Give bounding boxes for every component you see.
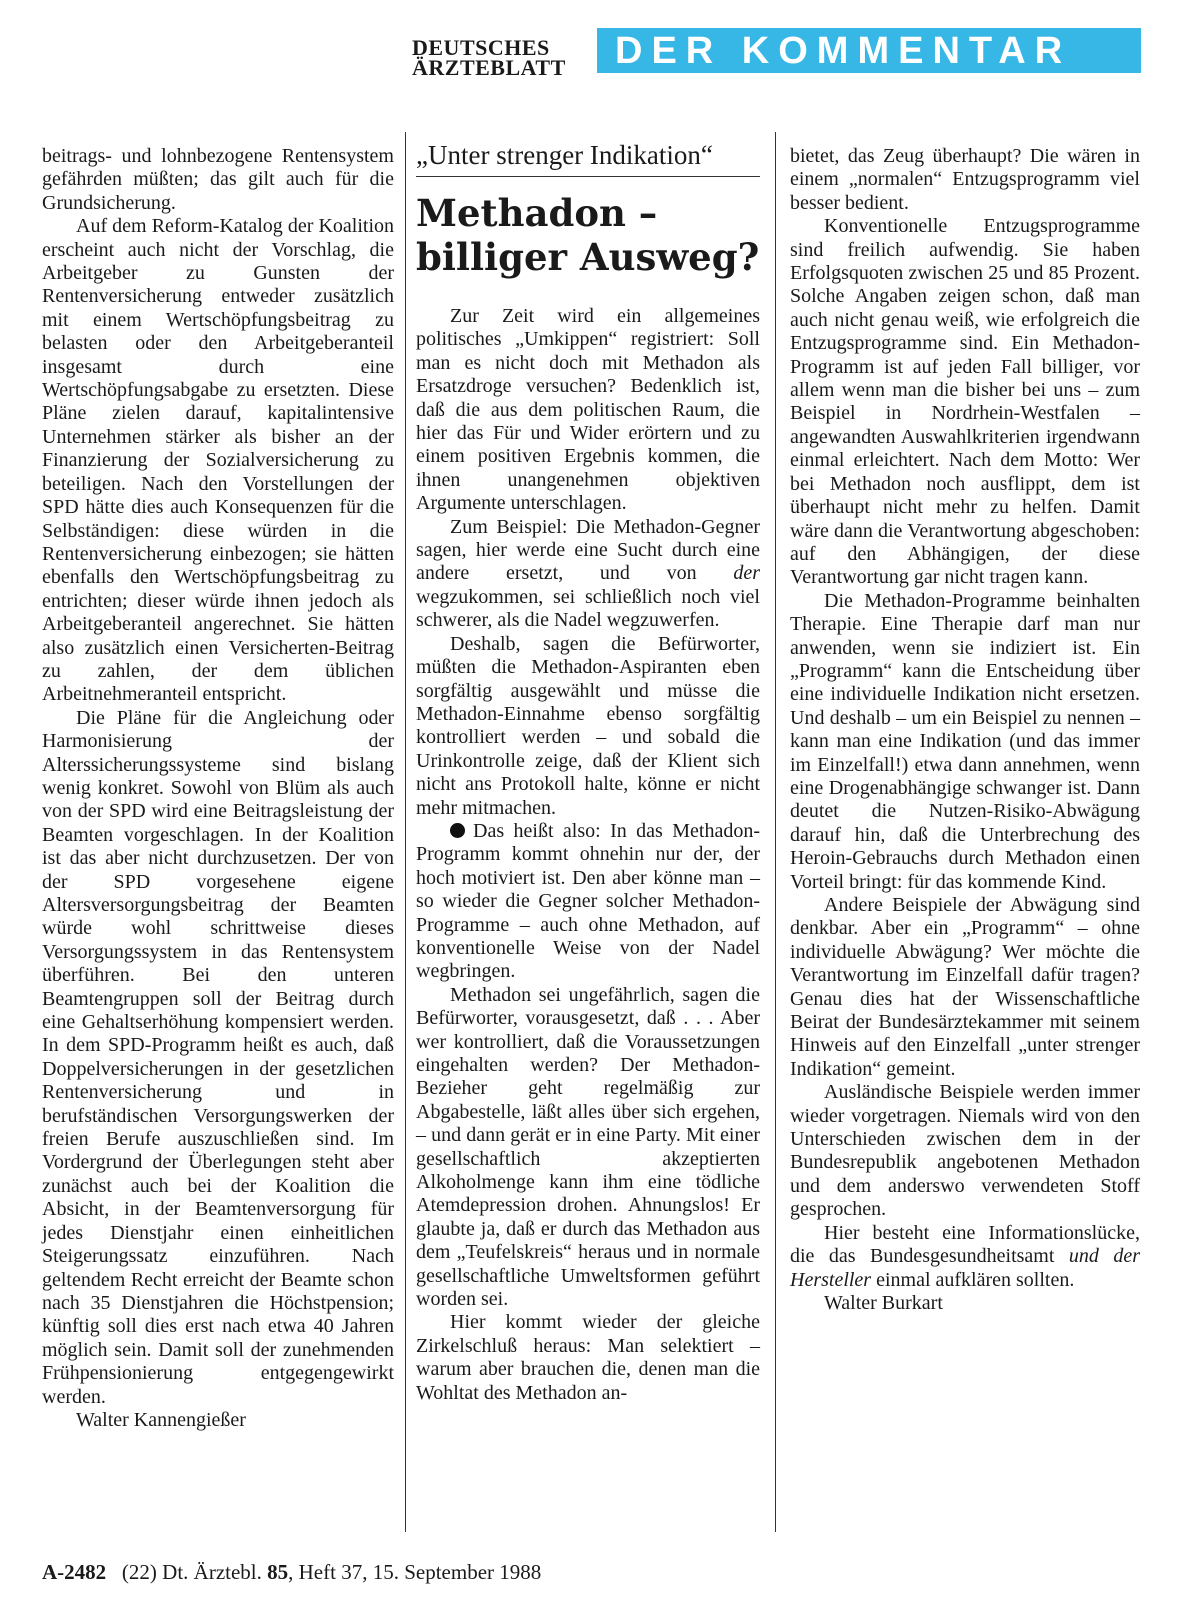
text-run: einmal aufklären sollten. <box>871 1268 1075 1291</box>
text-run: wegzukommen, sei schließlich noch viel schwerer, als die Nadel wegzuwerfen. <box>416 585 760 632</box>
logo-line-2: ÄRZTEBLATT <box>412 55 566 80</box>
citation-text: (22) Dt. Ärztebl. <box>121 1560 268 1584</box>
paragraph: Die Methadon-Programme beinhalten Therapie. Eine Therapie darf man nur anwenden, wenn sie indiziert ist. Ein „Programm“ kann die Entscheidung über eine individuelle Indikation nicht ersetzen. Und deshalb – um ein Beispiel zu nennen – kann man eine Indikation (und das immer im Einzelfall!) etwa dann annehmen, wenn eine Drogenabhängige schwanger ist. Dann deutet die Nutzen-Risiko-Abwägung darauf hin, daß die Unterbrechung des Heroin-Gebrauchs durch Methadon einen Vorteil bringt: für das kommende Kind. <box>790 589 1140 893</box>
author-byline: Walter Kannengießer <box>76 1408 246 1431</box>
citation-text-end: , Heft 37, 15. September 1988 <box>288 1560 542 1584</box>
italic-text: und der Hersteller <box>790 1245 1140 1291</box>
paragraph: bietet, das Zeug überhaupt? Die wären in einem „normalen“ Entzugsprogramm viel besser bedient. <box>790 145 1140 214</box>
paragraph: Zur Zeit wird ein allgemeines politisches „Umkippen“ registriert: Soll man es nicht doch mit Methadon als Ersatzdroge versuchen? Bedenklich ist, daß die aus dem politischen Raum, die hier das Für und Wider erörtern und zu einem positiven Ergebnis kommen, die ihnen unangenehmen objektiven Argumente unterschlagen. <box>416 305 760 515</box>
paragraph: Andere Beispiele der Abwägung sind denkbar. Aber ein „Programm“ – ohne individuelle Abwägung? Wer möchte die Verantwortung im Einzelfall dafür tragen? Genau dies hat der Wissenschaftliche Beirat der Bundesärztekammer mit seinem Hinweis auf den Einzelfall „unter strenger Indikation“ gemeint. <box>790 894 1140 1080</box>
paragraph: Ausländische Beispiele werden immer wieder vorgetragen. Niemals wird von den Unterschieden zwischen dem in der Bundesrepublik angebotenen Methadon und dem anderswo verwendeten Stoff gesprochen. <box>790 1081 1140 1221</box>
text-run: Zum Beispiel: Die Methadon-Gegner sagen, hier werde eine Sucht durch eine andere ersetzt, und von <box>416 515 760 585</box>
paragraph: Methadon sei ungefährlich, sagen die Befürworter, vorausgesetzt, daß . . . Aber wer kontrolliert, daß die Voraussetzungen eingehalten werden? Der Methadon-Bezieher geht regelmäßig zur Abgabestelle, läßt alles über sich ergehen, – und dann gerät er in eine Party. Mit einer gesellschaftlich akzeptierten Alkoholmenge kann ihm eine tödliche Atemdepression drohen. Ahnungslos! Er glaubte ja, daß er durch das Methadon aus dem „Teufelskreis“ heraus und in normale gesellschaftliche Umweltsformen geführt worden sei. <box>416 983 760 1311</box>
italic-text: der <box>733 562 760 585</box>
article-headline <box>416 191 760 279</box>
paragraph: Konventionelle Entzugsprogramme sind freilich aufwendig. Sie haben Erfolgsquoten zwischen 25 und 85 Prozent. Solche Angaben zeigen schon, daß man auch nicht genau weiß, wie erfolgreich die Entzugsprogramme sind. Ein Methadon-Programm ist auf jeden Fall billiger, vor allem wenn man die bisher bei uns – zum Beispiel in Nordrhein-Westfalen – angewandten Auswahlkriterien irgendwann einmal erleichtert. Nach dem Motto: Wer bei Methadon noch ausflippt, dem ist überhaupt nicht mehr zu helfen. Damit wäre dann die Verantwortung abgeschoben: auf den Abhängigen, der diese Verantwortung gar nicht tragen kann. <box>790 215 1140 589</box>
column-previous-article <box>42 145 394 1432</box>
logo-line-1: DEUTSCHES <box>412 35 550 60</box>
paragraph: Deshalb, sagen die Befürworter, müßten die Methadon-Aspiranten eben sorgfältig ausgewählt und müsse die Methadon-Einnahme ebenso sorgfältig kontrolliert werden – und sobald die Urinkontrolle zeige, daß der Klient sich nicht ans Protokoll halte, könne er nicht mehr mitmachen. <box>416 632 760 819</box>
column-divider-right <box>775 132 776 1532</box>
journal-logo <box>412 35 592 80</box>
headline-line-2: billiger Ausweg? <box>416 235 760 279</box>
volume-number: 85 <box>267 1560 289 1584</box>
text-run: Hier besteht eine Informationslücke, die das Bundesgesundheitsamt <box>790 1221 1140 1268</box>
column-article-start <box>416 140 760 1405</box>
paragraph <box>416 516 760 633</box>
article-kicker: „Unter strenger Indikation“ <box>416 140 760 177</box>
headline-line-1: Methadon – <box>416 191 658 235</box>
page-footer <box>42 1560 541 1585</box>
paragraph: Die Pläne für die Angleichung oder Harmonisierung der Alterssicherungssysteme sind bislang wenig konkret. Sowohl von Blüm als auch von der SPD wird eine Beitragsleistung der Beamten vorgeschlagen. In der Koalition ist das aber nicht durchzusetzen. Der von der SPD vorgesehene eigene Altersversorgungsbeitrag der Beamten würde wohl schrittweise dieses Versorgungssystem in das Rentensystem überführen. Bei den unteren Beamtengruppen soll der Beitrag durch eine Gehaltserhöhung kompensiert werden. In dem SPD-Programm heißt es auch, daß Doppelversicherungen in der gesetzlichen Rentenversicherung und in berufständischen Versorgungswerken der freien Berufe auszuschließen sind. Im Vordergrund der Überlegungen steht aber zunächst auch bei der Koalition die Absicht, in der Beamtenversorgung für jedes Dienstjahr einen einheitlichen Steigerungssatz einzuführen. Nach geltendem Recht erreicht der Beamte schon nach 35 Dienstjahren die Höchstpension; künftig soll dies erst nach etwa 40 Jahren möglich sein. Damit soll der zunehmenden Frühpensionierung entgegengewirkt werden. <box>42 706 394 1408</box>
section-title: DER KOMMENTAR <box>615 30 1072 72</box>
paragraph: Hier kommt wieder der gleiche Zirkelschluß heraus: Man selektiert – warum aber brauchen die, denen man die Wohltat des Methadon an- <box>416 1311 760 1404</box>
bullet-icon <box>450 823 465 838</box>
paragraph: Auf dem Reform-Katalog der Koalition erscheint auch nicht der Vorschlag, die Arbeitgeber zu Gunsten der Rentenversicherung entweder zusätzlich mit einem Wertschöpfungsbeitrag zu belasten oder den Arbeitgeberanteil insgesamt durch eine Wertschöpfungsabgabe zu ersetzten. Diese Pläne zielen darauf, kapitalintensive Unternehmen stärker als bisher an der Finanzierung der Sozialversicherung zu beteiligen. Nach den Vorstellungen der SPD hätte dies auch Konsequenzen für die Selbständigen: diese würden in die Rentenversicherung einbezogen; sie hätten ebenfalls den Wertschöpfungsbeitrag zu entrichten; dieser würde ihnen jedoch als Arbeitgeberanteil angerechnet. Sie hätten also zusätzlich einen Versicherten-Beitrag zu zahlen, der dem üblichen Arbeitnehmeranteil entspricht. <box>42 215 394 706</box>
text-run: Das heißt also: In das Methadon-Programm kommt ohnehin nur der, der hoch motiviert ist. Den aber könne man – so wieder die Gegner solcher Methadon-Programme – auch ohne Methadon, auf konventionelle Weise von der Nadel wegbringen. <box>416 819 760 983</box>
author-byline: Walter Burkart <box>824 1291 943 1314</box>
paragraph: beitrags- und lohnbezogene Rentensystem gefährden müßten; das gilt auch für die Grundsicherung. <box>42 145 394 214</box>
page-code: A-2482 <box>42 1560 107 1584</box>
section-band <box>597 28 1141 73</box>
column-divider-left <box>405 132 406 1532</box>
paragraph <box>790 1222 1140 1292</box>
column-article-continued <box>790 145 1140 1315</box>
bullet-paragraph <box>416 820 760 984</box>
